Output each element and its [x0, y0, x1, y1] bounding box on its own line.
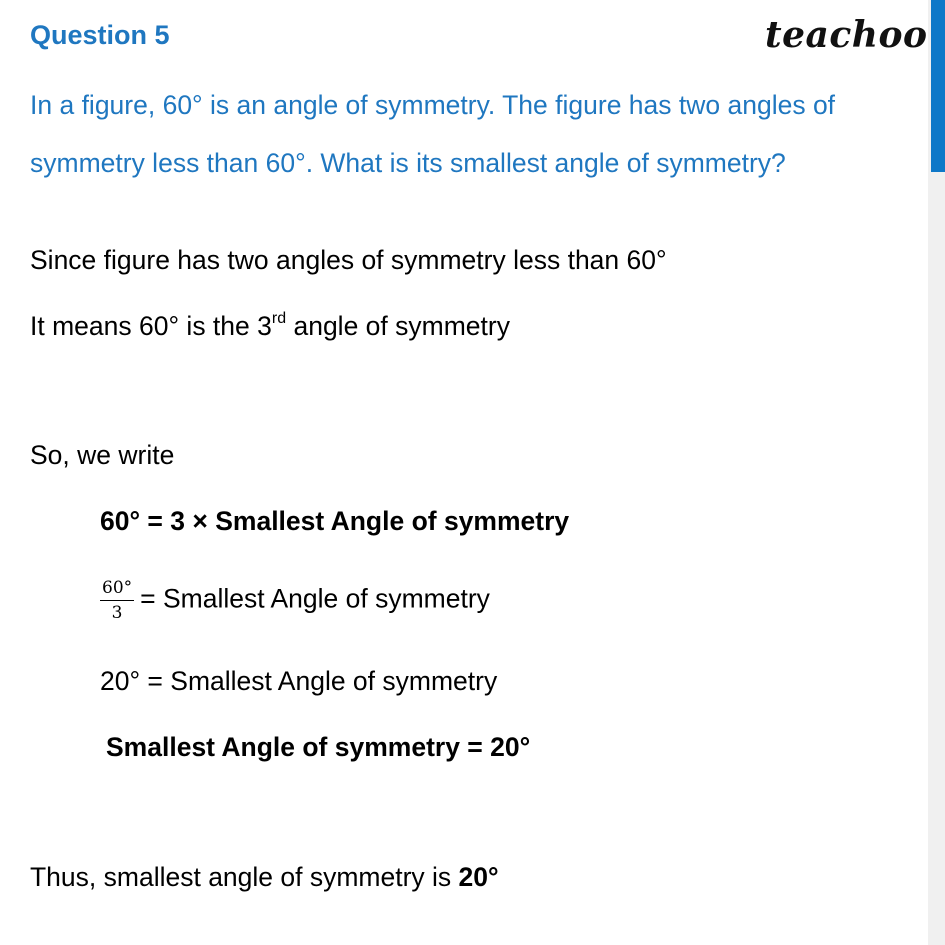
- conclusion-value: 20°: [458, 862, 499, 892]
- scrollbar-thumb[interactable]: [931, 0, 945, 172]
- teachoo-logo: teachoo: [765, 14, 928, 56]
- solution-line-3: So, we write: [30, 440, 175, 470]
- equation-2: [100, 578, 490, 623]
- ordinal-superscript: rd: [271, 310, 287, 327]
- equation-3: 20° = Smallest Angle of symmetry: [100, 666, 498, 696]
- fraction: [100, 578, 134, 623]
- fraction-denominator: 3: [111, 603, 123, 623]
- conclusion: [30, 862, 499, 893]
- solution-line-1: Since figure has two angles of symmetry less than 60°: [30, 245, 667, 275]
- question-title: Question 5: [30, 20, 170, 50]
- equation-4: Smallest Angle of symmetry = 20°: [106, 732, 531, 762]
- line-2-prefix: It means 60° is the 3: [30, 311, 272, 341]
- solution-line-2: [30, 310, 510, 342]
- conclusion-text: Thus, smallest angle of symmetry is: [30, 862, 459, 892]
- line-2-suffix: angle of symmetry: [286, 311, 510, 341]
- equation-2-rhs: = Smallest Angle of symmetry: [140, 583, 490, 614]
- fraction-numerator: 60°: [100, 578, 134, 601]
- question-text: In a figure, 60° is an angle of symmetry. The figure has two angles of symmetry less than 60°. What is its smallest angle of symmetry?: [30, 90, 836, 178]
- equation-1: 60° = 3 × Smallest Angle of symmetry: [100, 506, 570, 536]
